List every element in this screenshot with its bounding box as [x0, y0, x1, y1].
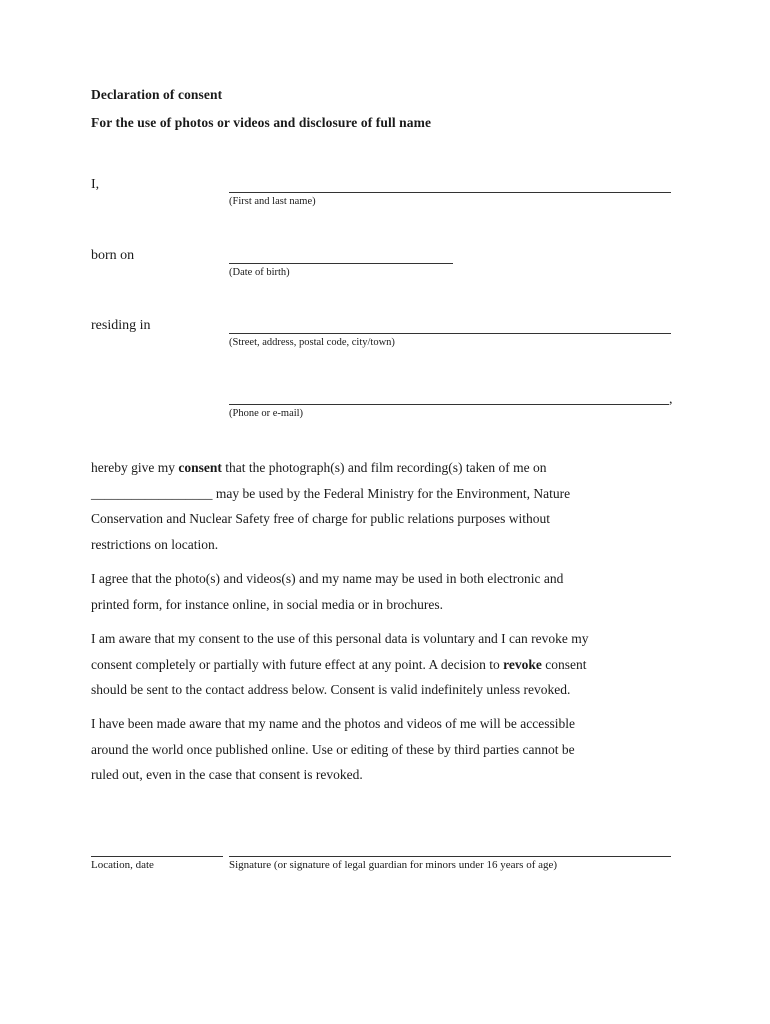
name-label: I, — [91, 177, 100, 192]
p1-text: that the photograph(s) and film recording(s) taken of me on — [221, 460, 547, 475]
recording-date-blank[interactable]: __________________ — [91, 485, 213, 501]
consent-paragraph — [91, 455, 661, 557]
publicity-paragraph — [91, 711, 661, 788]
form-title: Declaration of consent — [91, 87, 223, 102]
p2-text: printed form, for instance online, in social media or in brochures. — [91, 596, 444, 612]
date-of-birth-field[interactable] — [229, 263, 453, 264]
contact-caption: (Phone or e-mail) — [229, 408, 304, 419]
residence-label: residing in — [91, 318, 151, 333]
p4-text: around the world once published online. Use or editing of these by third parties cannot be — [91, 741, 575, 757]
contact-field[interactable] — [229, 404, 669, 405]
p4-text: ruled out, even in the case that consent is revoked. — [91, 767, 363, 782]
signature-field[interactable] — [229, 856, 671, 857]
p1-text: Conservation and Nuclear Safety free of charge for public relations purposes without — [91, 511, 550, 526]
p4-text: I have been made aware that my name and the photos and videos of me will be accessible — [91, 716, 575, 731]
p1-text: may be used by the Federal Ministry for the Environment, Nature — [212, 485, 571, 501]
usage-paragraph — [91, 566, 661, 617]
p3-text: I am aware that my consent to the use of this personal data is voluntary and I can revoke my — [91, 631, 589, 646]
signature-caption: Signature (or signature of legal guardian for minors under 16 years of age) — [229, 859, 558, 871]
p2-text: I agree that the photo(s) and videos(s) and my name may be used in both electronic and — [91, 571, 564, 586]
p1-text: hereby give my — [91, 460, 179, 475]
location-date-caption: Location, date — [91, 859, 154, 871]
p1-text: restrictions on location. — [91, 536, 219, 552]
p3-text: should be sent to the contact address below. Consent is valid indefinitely unless revoked. — [91, 682, 571, 697]
name-field[interactable] — [229, 192, 671, 193]
address-caption: (Street, address, postal code, city/town) — [229, 337, 395, 348]
name-caption: (First and last name) — [229, 196, 316, 207]
birth-caption: (Date of birth) — [229, 267, 290, 278]
p3-text: consent completely or partially with future effect at any point. A decision to — [91, 656, 504, 672]
birth-label: born on — [91, 248, 135, 263]
contact-comma: , — [669, 392, 673, 407]
consent-emphasis: consent — [178, 460, 222, 475]
address-field[interactable] — [229, 333, 671, 334]
p3-text: consent — [541, 656, 587, 672]
revoke-emphasis: revoke — [503, 656, 542, 672]
form-subtitle: For the use of photos or videos and disclosure of full name — [91, 115, 432, 130]
revocation-paragraph — [91, 626, 661, 703]
location-date-field[interactable] — [91, 856, 223, 857]
